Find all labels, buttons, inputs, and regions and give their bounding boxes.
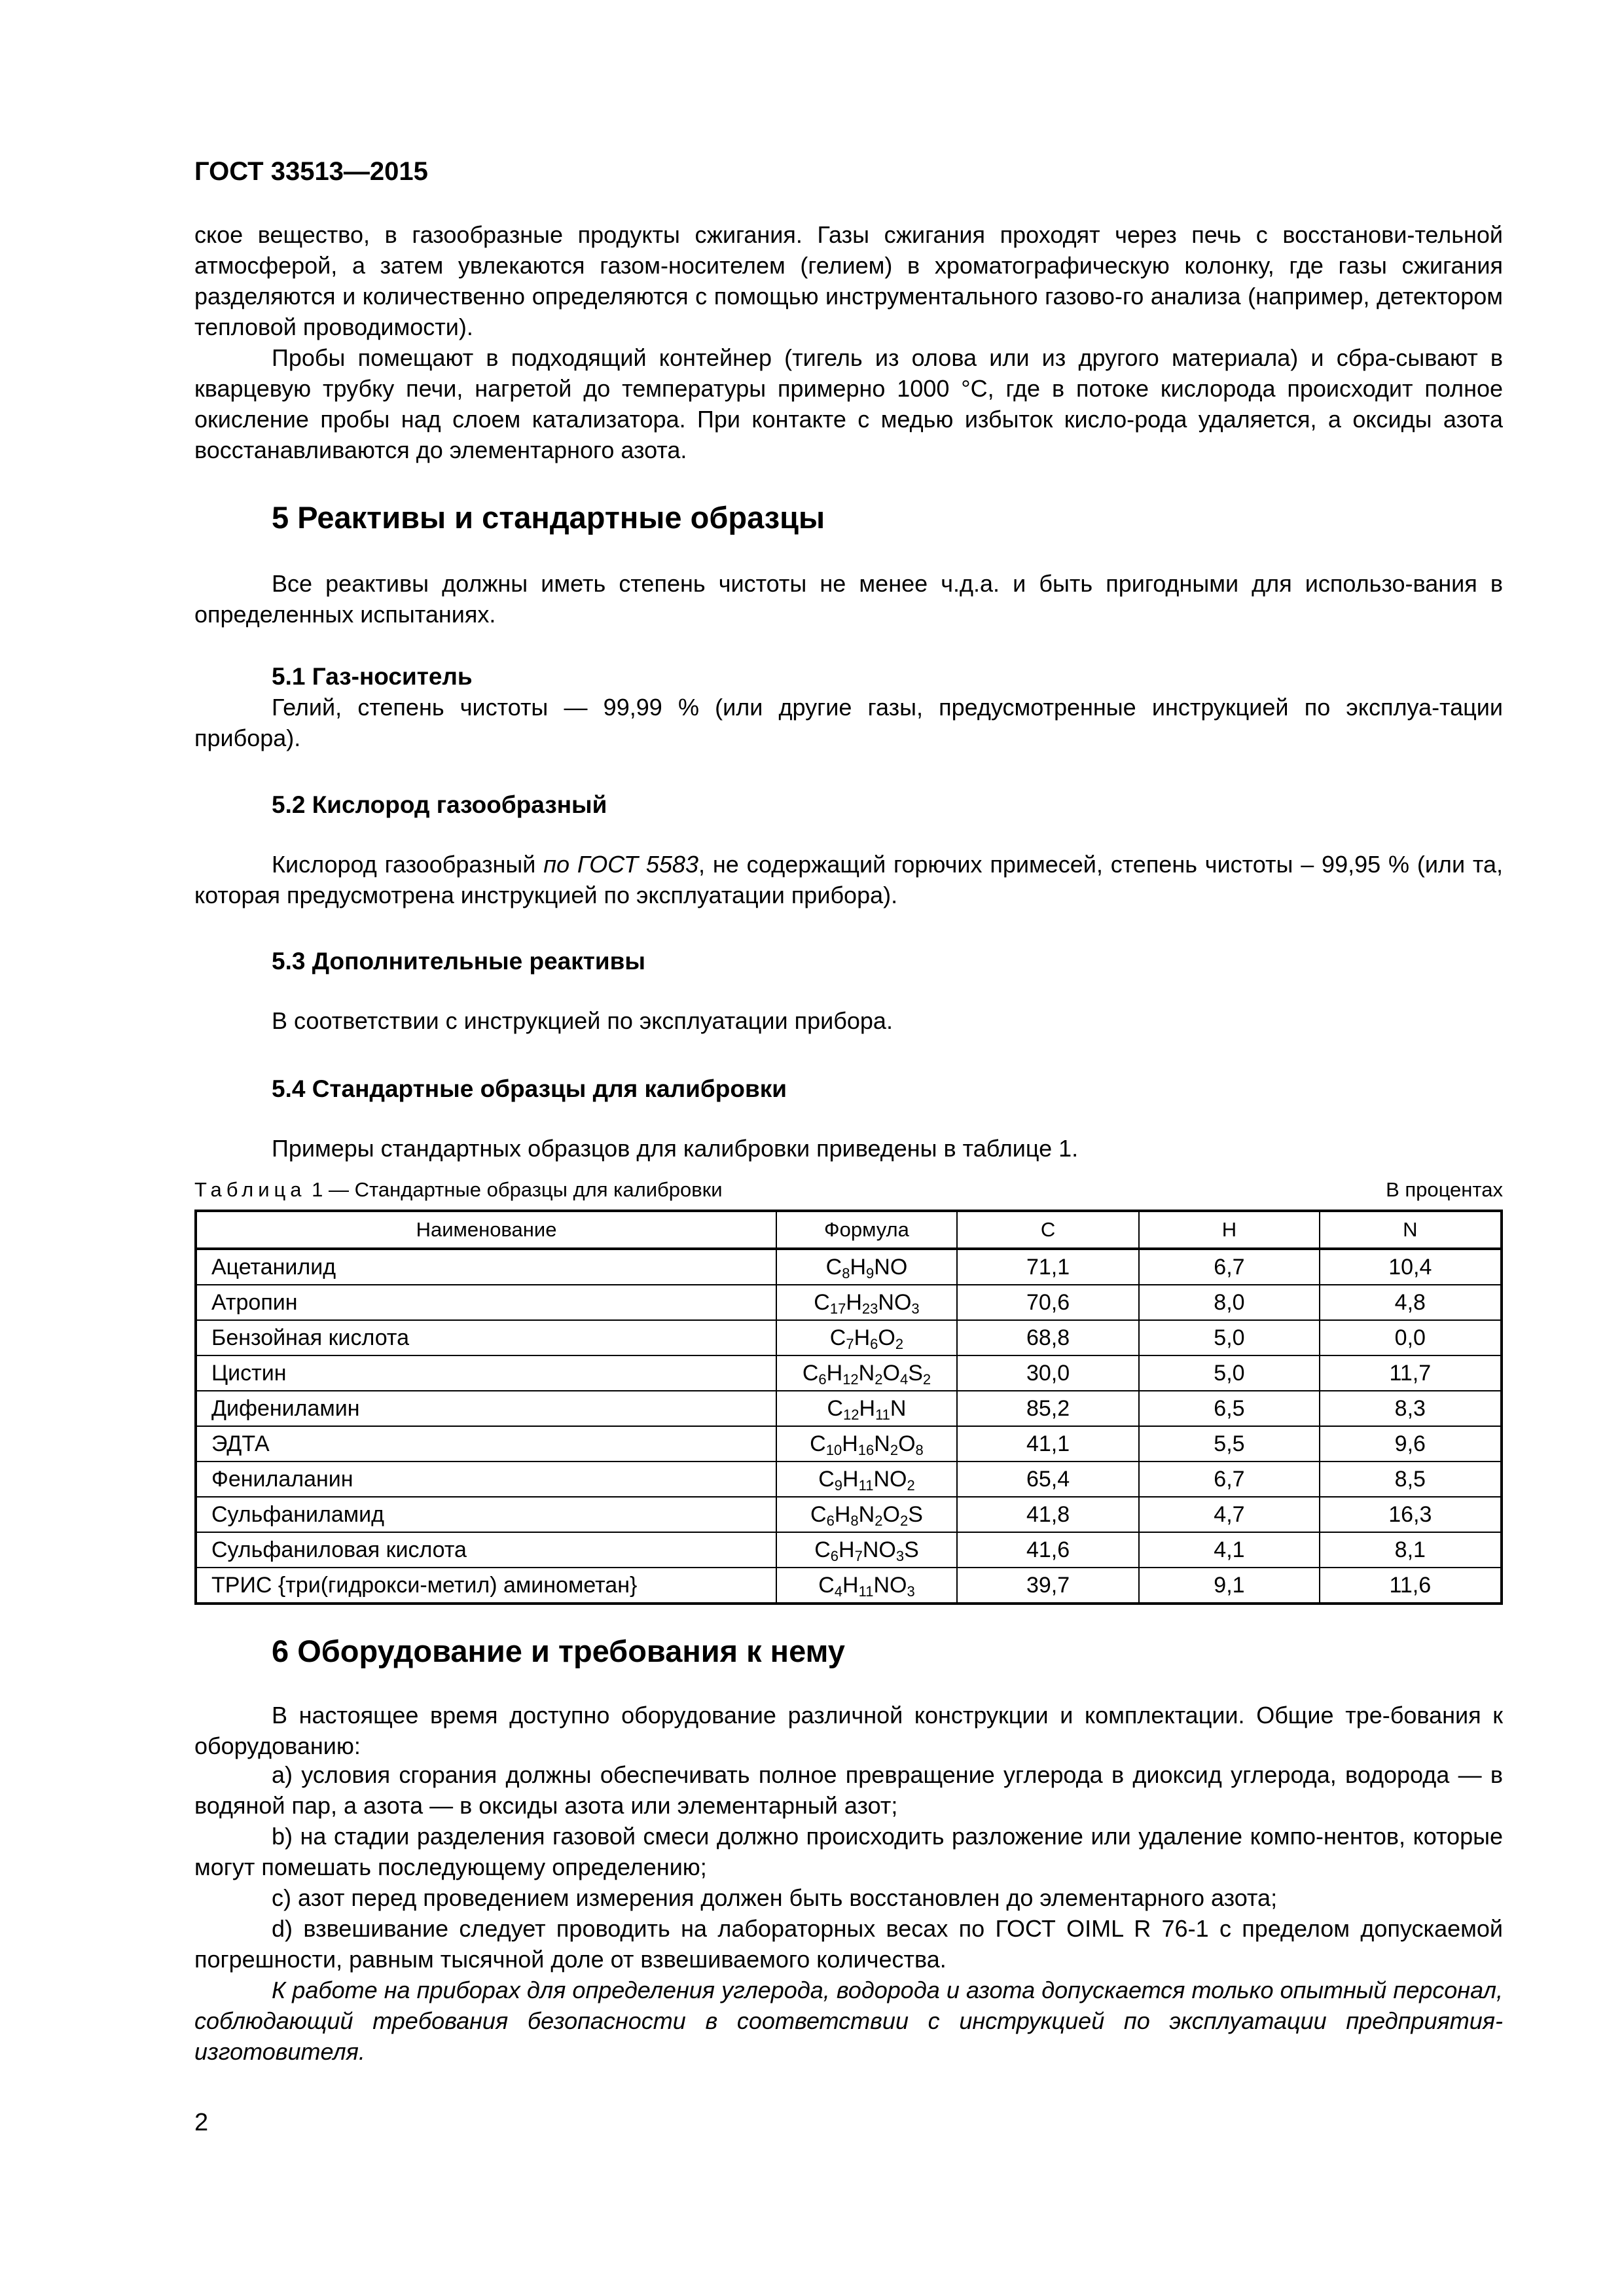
chemical-formula <box>776 1285 957 1320</box>
formula-element: C <box>810 1431 826 1456</box>
intro-paragraph-1: ское вещество, в газообразные продукты сжигания. Газы сжигания проходят через печь с восстанови-тельной атмосферой, а затем увлекаются газом-носителем (гелием) в хроматографическую колонку, где газы сжигания разделяются и количественно определяются с помощью инструментального газово-го анализа (например, детектором тепловой проводимости). <box>194 221 1503 340</box>
carbon-percent: 41,1 <box>957 1426 1139 1462</box>
page-number: 2 <box>194 2109 209 2136</box>
formula-subscript: 2 <box>875 1371 883 1388</box>
chemical-formula <box>776 1426 957 1462</box>
substance-name: Фенилаланин <box>196 1462 776 1497</box>
formula-element: C <box>818 1467 835 1492</box>
formula-element: N <box>858 1502 875 1527</box>
formula-element: O <box>882 1361 900 1386</box>
substance-name: Дифениламин <box>196 1391 776 1426</box>
section-5-3-text: В соответствии с инструкцией по эксплуатации прибора. <box>272 1007 893 1034</box>
hydrogen-percent: 8,0 <box>1139 1285 1319 1320</box>
formula-subscript: 11 <box>858 1583 874 1600</box>
table-unit-label: В процентах <box>1386 1178 1503 1201</box>
nitrogen-percent: 8,5 <box>1320 1462 1502 1497</box>
formula-element: H <box>826 1361 843 1386</box>
column-header-c: C <box>957 1211 1139 1249</box>
nitrogen-percent: 9,6 <box>1320 1426 1502 1462</box>
formula-element: O <box>882 1502 900 1527</box>
formula-element: H <box>859 1396 876 1421</box>
nitrogen-percent: 8,1 <box>1320 1532 1502 1568</box>
table-row <box>196 1320 1502 1355</box>
formula-subscript: 9 <box>866 1265 875 1282</box>
formula-element: S <box>908 1361 923 1386</box>
formula-element: O <box>898 1431 916 1456</box>
carbon-percent: 68,8 <box>957 1320 1139 1355</box>
formula-element: C <box>818 1573 835 1598</box>
hydrogen-percent: 5,5 <box>1139 1426 1319 1462</box>
table-row <box>196 1532 1502 1568</box>
formula-element: C <box>810 1502 827 1527</box>
formula-element: H <box>854 1325 871 1350</box>
gost-5583-reference: по ГОСТ 5583 <box>543 851 698 878</box>
formula-subscript: 2 <box>895 1336 904 1352</box>
formula-subscript: 3 <box>895 1548 905 1564</box>
chemical-formula <box>776 1391 957 1426</box>
table-row <box>196 1568 1502 1604</box>
formula-element: C <box>827 1396 844 1421</box>
formula-element: NO <box>878 1290 912 1315</box>
formula-subscript: 6 <box>826 1513 835 1529</box>
formula-element: S <box>908 1502 923 1527</box>
formula-subscript: 23 <box>861 1300 878 1317</box>
section-5-4-title: 5.4 Стандартные образцы для калибровки <box>272 1075 787 1102</box>
substance-name: Сульфаниламид <box>196 1497 776 1532</box>
formula-element: H <box>842 1431 858 1456</box>
column-header-name: Наименование <box>196 1211 776 1249</box>
section-5-4-text: Примеры стандартных образцов для калибровки приведены в таблице 1. <box>272 1135 1079 1162</box>
nitrogen-percent: 0,0 <box>1320 1320 1502 1355</box>
table-row <box>196 1285 1502 1320</box>
formula-subscript: 2 <box>899 1513 909 1529</box>
formula-element: H <box>846 1290 862 1315</box>
nitrogen-percent: 11,6 <box>1320 1568 1502 1604</box>
formula-subscript: 11 <box>875 1407 890 1423</box>
formula-subscript: 10 <box>825 1442 842 1458</box>
formula-subscript: 2 <box>890 1442 899 1458</box>
formula-subscript: 2 <box>907 1477 915 1494</box>
section-5-3-title: 5.3 Дополнительные реактивы <box>272 948 645 975</box>
substance-name: ЭДТА <box>196 1426 776 1462</box>
substance-name: Цистин <box>196 1355 776 1391</box>
carbon-percent: 39,7 <box>957 1568 1139 1604</box>
carbon-percent: 41,8 <box>957 1497 1139 1532</box>
formula-element: NO <box>874 1255 908 1280</box>
nitrogen-percent: 8,3 <box>1320 1391 1502 1426</box>
formula-element: H <box>842 1573 859 1598</box>
safety-note: К работе на приборах для определения углерода, водорода и азота допускается только опытный персонал, соблюдающий требования безопасности в соответствии с инструкцией по эксплуатации предприятия-изготовителя. <box>194 1977 1503 2065</box>
section-5-2-text-a: Кислород газообразный <box>272 851 544 878</box>
column-header-h: H <box>1139 1211 1319 1249</box>
hydrogen-percent: 6,5 <box>1139 1391 1319 1426</box>
formula-element: N <box>890 1396 907 1421</box>
formula-subscript: 17 <box>829 1300 846 1317</box>
formula-element: C <box>814 1290 830 1315</box>
carbon-percent: 71,1 <box>957 1249 1139 1285</box>
chemical-formula <box>776 1249 957 1285</box>
requirement-b: b) на стадии разделения газовой смеси должно происходить разложение или удаление компо-нентов, которые могут помешать последующему определению; <box>194 1823 1503 1880</box>
requirement-c: c) азот перед проведением измерения должен быть восстановлен до элементарного азота; <box>272 1884 1278 1911</box>
section-5-1-text: Гелий, степень чистоты — 99,99 % (или другие газы, предусмотренные инструкцией по эксплуа-тации прибора). <box>194 694 1503 751</box>
hydrogen-percent: 4,7 <box>1139 1497 1319 1532</box>
formula-subscript: 4 <box>834 1583 843 1600</box>
formula-element: N <box>874 1431 890 1456</box>
requirement-d: d) взвешивание следует проводить на лабораторных весах по ГОСТ OIML R 76-1 с пределом допускаемой погрешности, равным тысячной доле от взвешиваемого количества. <box>194 1915 1503 1973</box>
table-row <box>196 1462 1502 1497</box>
table-row <box>196 1426 1502 1462</box>
formula-element: C <box>829 1325 846 1350</box>
intro-paragraph-2: Пробы помещают в подходящий контейнер (тигель из олова или из другого материала) и сбра-сывают в кварцевую трубку печи, нагретой до температуры примерно 1000 °С, где в потоке кислорода происходит полное окисление пробы над слоем катализатора. При контакте с медью избыток кисло-рода удаляется, а оксиды азота восстанавливаются до элементарного азота. <box>194 344 1503 463</box>
chemical-formula <box>776 1532 957 1568</box>
chemical-formula <box>776 1568 957 1604</box>
section-5-title: 5 Реактивы и стандартные образцы <box>272 500 825 535</box>
table-caption-text: 1 — Стандартные образцы для калибровки <box>306 1178 723 1201</box>
requirement-a: a) условия сгорания должны обеспечивать полное превращение углерода в диоксид углерода, водорода — в водяной пар, а азота — в оксиды азота или элементарный азот; <box>194 1761 1503 1819</box>
chemical-formula <box>776 1320 957 1355</box>
substance-name: ТРИС {три(гидрокси-метил) аминометан} <box>196 1568 776 1604</box>
formula-subscript: 6 <box>830 1548 839 1564</box>
formula-element: H <box>842 1467 859 1492</box>
formula-subscript: 8 <box>850 1513 859 1529</box>
section-6-title: 6 Оборудование и требования к нему <box>272 1634 845 1668</box>
nitrogen-percent: 16,3 <box>1320 1497 1502 1532</box>
chemical-formula <box>776 1355 957 1391</box>
table-row <box>196 1391 1502 1426</box>
nitrogen-percent: 11,7 <box>1320 1355 1502 1391</box>
hydrogen-percent: 5,0 <box>1139 1355 1319 1391</box>
carbon-percent: 70,6 <box>957 1285 1139 1320</box>
formula-subscript: 2 <box>922 1371 931 1388</box>
nitrogen-percent: 4,8 <box>1320 1285 1502 1320</box>
carbon-percent: 85,2 <box>957 1391 1139 1426</box>
formula-element: NO <box>862 1537 896 1562</box>
section-5-2-text <box>194 849 1503 910</box>
formula-subscript: 8 <box>915 1442 924 1458</box>
substance-name: Ацетанилид <box>196 1249 776 1285</box>
substance-name: Бензойная кислота <box>196 1320 776 1355</box>
table-body <box>196 1249 1502 1604</box>
carbon-percent: 41,6 <box>957 1532 1139 1568</box>
formula-subscript: 6 <box>818 1371 827 1388</box>
formula-subscript: 6 <box>870 1336 878 1352</box>
section-5-2-title: 5.2 Кислород газообразный <box>272 791 607 818</box>
formula-subscript: 8 <box>842 1265 850 1282</box>
substance-name: Атропин <box>196 1285 776 1320</box>
formula-subscript: 12 <box>842 1371 859 1388</box>
formula-subscript: 2 <box>875 1513 883 1529</box>
formula-subscript: 12 <box>843 1407 859 1423</box>
section-5-2-text-b: , не содержащий горючих примесей, степень чистоты – 99,95 % (или та, которая предусмотрена инструкцией по эксплуатации прибора). <box>194 851 1503 908</box>
formula-element: H <box>839 1537 855 1562</box>
table-row <box>196 1497 1502 1532</box>
formula-subscript: 9 <box>834 1477 843 1494</box>
formula-element: NO <box>873 1467 907 1492</box>
table-header-row <box>196 1211 1502 1249</box>
chemical-formula <box>776 1462 957 1497</box>
hydrogen-percent: 9,1 <box>1139 1568 1319 1604</box>
carbon-percent: 65,4 <box>957 1462 1139 1497</box>
hydrogen-percent: 6,7 <box>1139 1249 1319 1285</box>
hydrogen-percent: 5,0 <box>1139 1320 1319 1355</box>
section-5-text: Все реактивы должны иметь степень чистоты не менее ч.д.а. и быть пригодными для использо-вания в определенных испытаниях. <box>194 570 1503 628</box>
formula-element: NO <box>873 1573 907 1598</box>
formula-element: N <box>858 1361 875 1386</box>
formula-subscript: 3 <box>907 1583 915 1600</box>
formula-subscript: 11 <box>858 1477 874 1494</box>
formula-element: S <box>904 1537 919 1562</box>
formula-element: O <box>878 1325 895 1350</box>
hydrogen-percent: 4,1 <box>1139 1532 1319 1568</box>
formula-element: C <box>802 1361 819 1386</box>
column-header-n: N <box>1320 1211 1502 1249</box>
table-1-caption <box>194 1177 1503 1203</box>
formula-subscript: 7 <box>854 1548 863 1564</box>
section-5-1-title: 5.1 Газ-носитель <box>272 663 473 690</box>
formula-element: C <box>814 1537 831 1562</box>
formula-subscript: 7 <box>846 1336 854 1352</box>
formula-subscript: 16 <box>857 1442 875 1458</box>
hydrogen-percent: 6,7 <box>1139 1462 1319 1497</box>
chemical-formula <box>776 1497 957 1532</box>
formula-subscript: 3 <box>911 1300 920 1317</box>
table-caption-label: Таблица <box>194 1178 306 1201</box>
table-row <box>196 1249 1502 1285</box>
section-6-intro: В настоящее время доступно оборудование различной конструкции и комплектации. Общие тре-бования к оборудованию: <box>194 1702 1503 1759</box>
calibration-standards-table <box>194 1210 1503 1605</box>
substance-name: Сульфаниловая кислота <box>196 1532 776 1568</box>
formula-subscript: 4 <box>899 1371 909 1388</box>
column-header-formula: Формула <box>776 1211 957 1249</box>
carbon-percent: 30,0 <box>957 1355 1139 1391</box>
table-row <box>196 1355 1502 1391</box>
formula-element: H <box>850 1255 867 1280</box>
formula-element: C <box>825 1255 842 1280</box>
document-header: ГОСТ 33513—2015 <box>194 157 428 186</box>
nitrogen-percent: 10,4 <box>1320 1249 1502 1285</box>
formula-element: H <box>834 1502 851 1527</box>
